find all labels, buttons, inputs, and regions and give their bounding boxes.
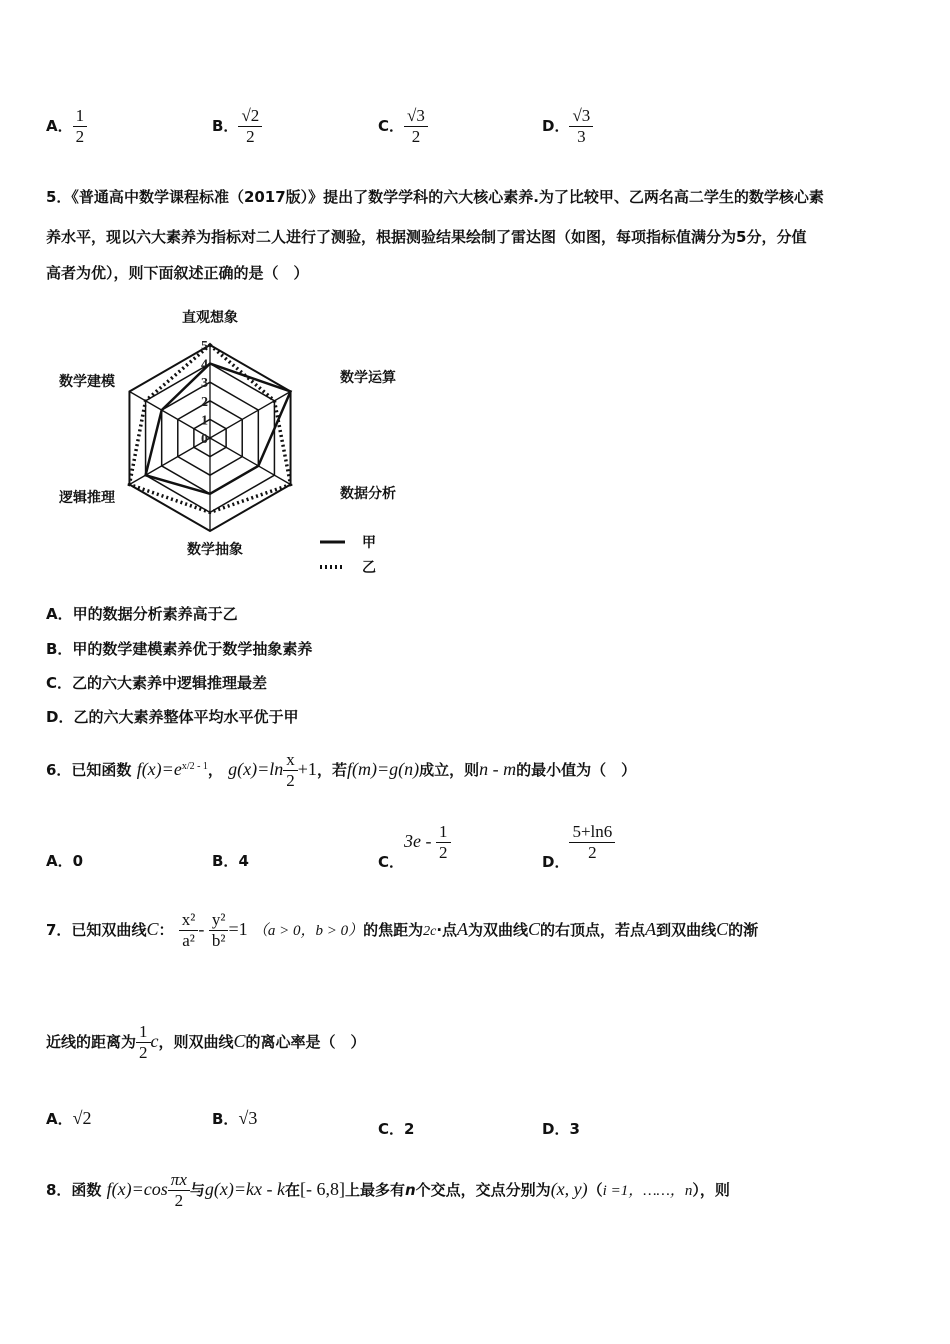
text: ： [158,921,174,939]
tick-label: 2 [201,394,208,410]
axis-label: 数据分析 [340,486,396,502]
formula: （a > 0，b > 0） [252,923,364,939]
tick-label: 4 [201,357,208,373]
tick-label: 0 [201,432,208,447]
numerator: x² [179,910,199,931]
numerator: 5+ln6 [569,822,615,843]
fraction [209,910,229,951]
option-value: √2 [72,1108,92,1128]
denominator: 3 [577,127,586,146]
text: 个交点，交点分别为 [415,1181,551,1199]
formula: C [146,919,159,939]
denominator: 2 [411,127,421,146]
text: （ [587,1181,603,1199]
option-letter: C． [378,853,405,871]
q5-option-a[interactable]: A．甲的数据分析素养高于乙 [46,605,238,623]
formula: =1 [228,919,248,939]
fraction [283,750,298,791]
axis-label: 直观想象 [182,310,238,326]
formula: A [645,919,657,939]
option-letter: D． [542,853,570,871]
formula: i =1，……，n [602,1183,693,1199]
option-value: 3 [569,1120,580,1138]
denominator: 2 [139,1043,148,1062]
formula: 3e - [404,831,436,851]
text: 成立，则 [419,761,480,779]
text: ，若 [316,761,347,779]
formula: g(x)=kx - k [204,1179,285,1199]
option-letter: A． [46,1110,73,1128]
fraction [238,106,262,147]
text: 在 [284,1181,300,1199]
q4-option-a[interactable] [46,106,87,147]
text: 的右顶点，若点 [540,921,646,939]
q6-stem: 6．已知函数 $f(x)=e^{x/2 - 1}$， g(x)=ln $\frac{x}{2}$ +1，若f(m)=g(n)成立，则n - m的最小值为（ ） [46,750,637,790]
numerator: 1 [73,106,88,127]
option-value: √3 [238,1108,258,1128]
q7-option-a[interactable] [46,1108,92,1129]
axis-label: 数学运算 [340,370,396,386]
numerator: 1 [436,822,451,843]
axis-label: 数学建模 [59,374,115,390]
fraction [436,822,451,863]
text: 与 [189,1181,205,1199]
q4-option-b[interactable] [212,106,262,147]
q6-option-b[interactable] [212,850,249,871]
denominator: 2 [286,771,295,790]
q8-stem [46,1170,730,1211]
series-甲 [146,364,291,494]
formula: C [233,1031,246,1051]
q4-option-d[interactable] [542,106,593,147]
q5-option-b[interactable]: B．甲的数学建模素养优于数学抽象素养 [46,640,313,658]
q7-option-d[interactable] [542,1118,580,1139]
fraction [179,910,199,951]
formula: n [404,1181,416,1199]
text: 近线的距离为 [46,1033,137,1051]
q6-option-d[interactable] [542,822,615,872]
formula: C [528,919,541,939]
formula: C [716,919,729,939]
tick-label: 5 [201,339,208,354]
denominator: b² [211,931,226,950]
text: 6．已知函数 [46,761,132,779]
formula: f(m)=g(n) [346,759,420,779]
formula: f(x)=cos [106,1179,168,1199]
option-value: 4 [238,852,249,870]
numerator: 1 [136,1022,151,1043]
formula: [- 6,8] [299,1179,345,1199]
fraction [73,106,88,147]
fraction [569,106,593,147]
text: 8．函数 [46,1181,102,1199]
radar-chart [40,300,396,590]
option-letter: A． [46,117,73,135]
q7-option-c[interactable] [378,1118,414,1139]
formula: n - m [479,759,517,779]
text: ·点 [436,921,458,939]
q5-text-line: 高者为优），则下面叙述正确的是（ ） [46,264,309,282]
q5-option-c[interactable]: C．乙的六大素养中逻辑推理最差 [46,674,268,692]
option-letter: B． [212,852,239,870]
denominator: 2 [174,1191,184,1210]
option-value: 2 [404,1120,415,1138]
fraction [569,822,615,863]
tick-label: 3 [201,376,208,392]
formula: - [198,919,209,939]
legend-label: 乙 [362,560,376,576]
formula: A [457,919,469,939]
option-letter: B． [212,117,239,135]
denominator: 2 [75,127,85,146]
numerator: x [283,750,298,771]
text: 到双曲线 [656,921,717,939]
grid-spoke [210,438,291,485]
q6-option-a[interactable] [46,850,83,871]
option-letter: C． [378,117,405,135]
formula: (x, y) [550,1179,588,1199]
fraction [168,1170,190,1211]
axis-label: 数学抽象 [187,542,243,558]
numerator: √3 [569,106,593,127]
grid-spoke [210,392,291,439]
option-letter: B． [212,1110,239,1128]
denominator: 2 [439,843,448,862]
option-letter: D． [542,117,570,135]
numerator: y² [209,910,229,931]
formula: g(x)=ln [228,759,284,779]
text: 的离心率是（ ） [245,1033,366,1051]
q5-text-line: 5．《普通高中数学课程标准（2017版）》提出了数学学科的六大核心素养.为了比较甲、乙两名高二学生的数学核心素 [46,188,824,206]
fraction [136,1022,151,1063]
text: ），则 [692,1181,730,1199]
text: 的渐 [728,921,759,939]
q6-option-c[interactable] [378,822,451,872]
denominator: 2 [588,843,597,862]
grid-spoke [129,438,210,485]
text: ，则双曲线 [158,1033,234,1051]
text: 为双曲线 [468,921,529,939]
legend-label: 甲 [362,535,376,551]
fraction [404,106,428,147]
option-value: 0 [72,852,84,870]
text: 上最多有 [344,1181,405,1199]
q5-text-line: 养水平，现以六大素养为指标对二人进行了测验，根据测验结果绘制了雷达图（如图，每项指标值满分为5分，分值 [46,228,807,246]
q4-option-c[interactable] [378,106,428,147]
numerator: πx [168,1170,190,1191]
formula: c [150,1031,159,1051]
formula: +1 [297,759,317,779]
formula: 2c [423,924,437,939]
formula: f(x)=e [136,759,182,779]
q7-stem-line1 [46,910,758,951]
text: 的焦距为 [363,921,424,939]
q7-option-b[interactable] [212,1108,257,1129]
axis-label: 逻辑推理 [59,490,115,506]
tick-label: 1 [201,413,208,429]
denominator: 2 [246,127,255,146]
option-letter: D． [542,1120,570,1138]
option-letter: A． [46,852,73,870]
exponent: x/2 - 1 [181,761,208,772]
numerator: √2 [238,106,262,127]
option-letter: C． [378,1120,405,1138]
denominator: a² [182,931,195,950]
q5-option-d[interactable]: D．乙的六大素养整体平均水平优于甲 [46,708,299,726]
q7-stem-line2 [46,1022,366,1063]
text: 7．已知双曲线 [46,921,147,939]
text: 的最小值为（ ） [516,761,637,779]
numerator: √3 [404,106,428,127]
